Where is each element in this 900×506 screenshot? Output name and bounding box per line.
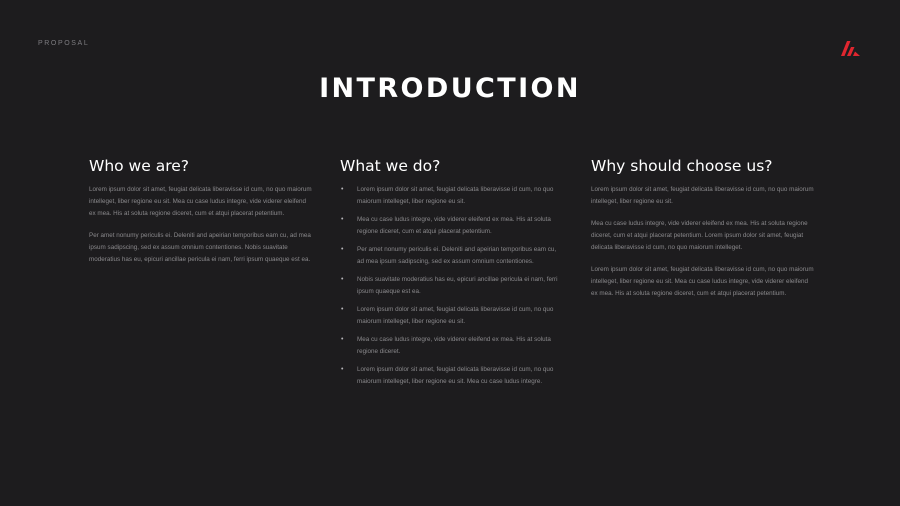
list-item-text: Per amet nonumy periculis ei. Deleniti and apeirian temporibus eam cu, ad mea ipsum sadipscing, sed ex assum omnium contentiones. — [357, 246, 557, 265]
column-heading: What we do? — [340, 157, 441, 175]
column-paragraph: Mea cu case ludus integre, vide viderer eleifend ex mea. His at soluta regione diceret, cum et atqui placerat petentium. Lorem ipsum dolor sit amet, feugiat delicata liberavisse id cum, no quo maiorum intelleget. — [591, 220, 808, 251]
list-item-text: Mea cu case ludus integre, vide viderer eleifend ex mea. His at soluta regione diceret. — [357, 336, 551, 355]
column-why-choose-us — [591, 157, 815, 310]
bullet-icon: • — [341, 186, 344, 193]
column-heading: Why should choose us? — [591, 157, 773, 175]
list-item — [340, 364, 564, 388]
column-paragraph: Lorem ipsum dolor sit amet, feugiat delicata liberavisse id cum, no quo maiorum intelleget, liber regione eu sit. Mea cu case ludus integre, vide viderer eleifend ex mea. His at soluta regione diceret, cum et atqui placerat petentium. — [591, 266, 814, 297]
page-title: INTRODUCTION — [319, 73, 581, 104]
column-heading: Who we are? — [89, 157, 189, 175]
column-what-we-do — [340, 157, 564, 394]
header-label: PROPOSAL — [38, 40, 90, 47]
bullet-icon: • — [341, 336, 344, 343]
list-item-text: Mea cu case ludus integre, vide viderer eleifend ex mea. His at soluta regione diceret, cum et atqui placerat petentium. — [357, 216, 551, 235]
column-who-we-are — [89, 157, 313, 276]
bullet-icon: • — [341, 216, 344, 223]
list-item — [340, 304, 564, 328]
bullet-icon: • — [341, 306, 344, 313]
bullet-list — [340, 184, 564, 388]
bullet-icon: • — [341, 366, 344, 373]
list-item-text: Lorem ipsum dolor sit amet, feugiat delicata liberavisse id cum, no quo maiorum intelleget, liber regione eu sit. Mea cu case ludus integre. — [357, 366, 554, 385]
list-item-text: Nobis suavitate moderatius has eu, epicuri ancillae pericula ei nam, ferri ipsum quaeque est ea. — [357, 276, 558, 295]
bullet-icon: • — [341, 276, 344, 283]
list-item — [340, 334, 564, 358]
list-item — [340, 274, 564, 298]
brand-logo-icon — [841, 41, 860, 56]
column-paragraph: Lorem ipsum dolor sit amet, feugiat delicata liberavisse id cum, no quo maiorum intelleget, liber regione eu sit. Mea cu case ludus integre, vide viderer eleifend ex mea. His at soluta regione diceret, cum et atqui placerat petentium. — [89, 186, 312, 217]
column-paragraph: Per amet nonumy periculis ei. Deleniti and apeirian temporibus eam cu, ad mea ipsum sadipscing, sed ex assum omnium contentiones. Nobis suavitate moderatius has eu, epicuri ancillae pericula ei nam, ferri ipsum quaeque est ea. — [89, 232, 311, 263]
list-item — [340, 244, 564, 268]
list-item — [340, 184, 564, 208]
list-item-text: Lorem ipsum dolor sit amet, feugiat delicata liberavisse id cum, no quo maiorum intelleget, liber regione eu sit. — [357, 186, 554, 205]
column-paragraph: Lorem ipsum dolor sit amet, feugiat delicata liberavisse id cum, no quo maiorum intelleget, liber regione eu sit. — [591, 186, 814, 205]
list-item-text: Lorem ipsum dolor sit amet, feugiat delicata liberavisse id cum, no quo maiorum intelleget, liber regione eu sit. — [357, 306, 554, 325]
bullet-icon: • — [341, 246, 344, 253]
list-item — [340, 214, 564, 238]
